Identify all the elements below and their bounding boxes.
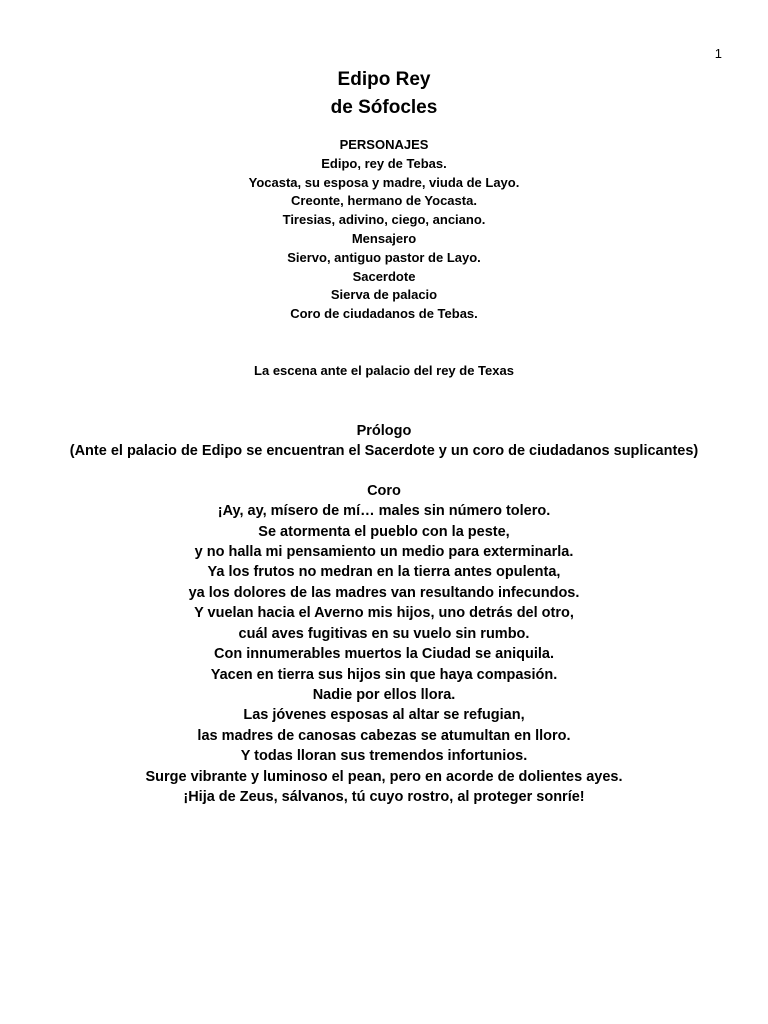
verse-line: Con innumerables muertos la Ciudad se aniquila. xyxy=(213,646,554,663)
verse-line: Surge vibrante y luminoso el pean, pero en acorde de dolientes ayes. xyxy=(145,768,623,785)
cast-member: Mensajero xyxy=(351,230,417,246)
verse-line: cuál aves fugitivas en su vuelo sin rumbo. xyxy=(238,625,530,642)
verse-line: Se atormenta el pueblo con la peste, xyxy=(258,523,510,540)
cast-member: Siervo, antiguo pastor de Layo. xyxy=(287,249,481,265)
verse-line: las madres de canosas cabezas se atumultan en lloro. xyxy=(197,727,571,744)
document-body xyxy=(20,66,748,807)
verse-line: ¡Hija de Zeus, sálvanos, tú cuyo rostro, al proteger sonríe! xyxy=(183,788,585,805)
cast-list xyxy=(20,136,748,324)
verse-line: Yacen en tierra sus hijos sin que haya compasión. xyxy=(210,666,558,683)
verse-line: Las jóvenes esposas al altar se refugian, xyxy=(243,707,525,724)
cast-member: Yocasta, su esposa y madre, viuda de Layo. xyxy=(248,174,520,190)
verse-line: ya los dolores de las madres van resultando infecundos. xyxy=(188,584,580,601)
cast-member: Creonte, hermano de Yocasta. xyxy=(291,193,477,209)
cast-member: Coro de ciudadanos de Tebas. xyxy=(290,306,478,322)
scene-note: La escena ante el palacio del rey de Texas xyxy=(254,362,514,378)
cast-heading: PERSONAJES xyxy=(339,137,429,152)
verse-line: Nadie por ellos llora. xyxy=(312,686,456,703)
cast-member: Edipo, rey de Tebas. xyxy=(321,155,447,171)
verse-line: Y todas lloran sus tremendos infortunios. xyxy=(240,748,528,765)
document-author: de Sófocles xyxy=(330,97,438,118)
stage-direction: (Ante el palacio de Edipo se encuentran el Sacerdote y un coro de ciudadanos suplicantes) xyxy=(69,442,699,459)
verse-line: ¡Ay, ay, mísero de mí… males sin número tolero. xyxy=(217,503,551,520)
verse-line: y no halla mi pensamiento un medio para exterminarla. xyxy=(194,544,574,561)
chorus-verses xyxy=(20,501,748,807)
document-title: Edipo Rey xyxy=(337,69,431,90)
page-number: 1 xyxy=(714,46,722,61)
verse-line: Ya los frutos no medran en la tierra antes opulenta, xyxy=(207,564,561,581)
cast-member: Sierva de palacio xyxy=(330,287,438,303)
cast-member: Sacerdote xyxy=(352,268,416,284)
cast-member: Tiresias, adivino, ciego, anciano. xyxy=(282,212,486,228)
speaker-name: Coro xyxy=(367,482,401,499)
verse-line: Y vuelan hacia el Averno mis hijos, uno detrás del otro, xyxy=(194,605,574,622)
prologue-heading: Prólogo xyxy=(356,422,412,439)
